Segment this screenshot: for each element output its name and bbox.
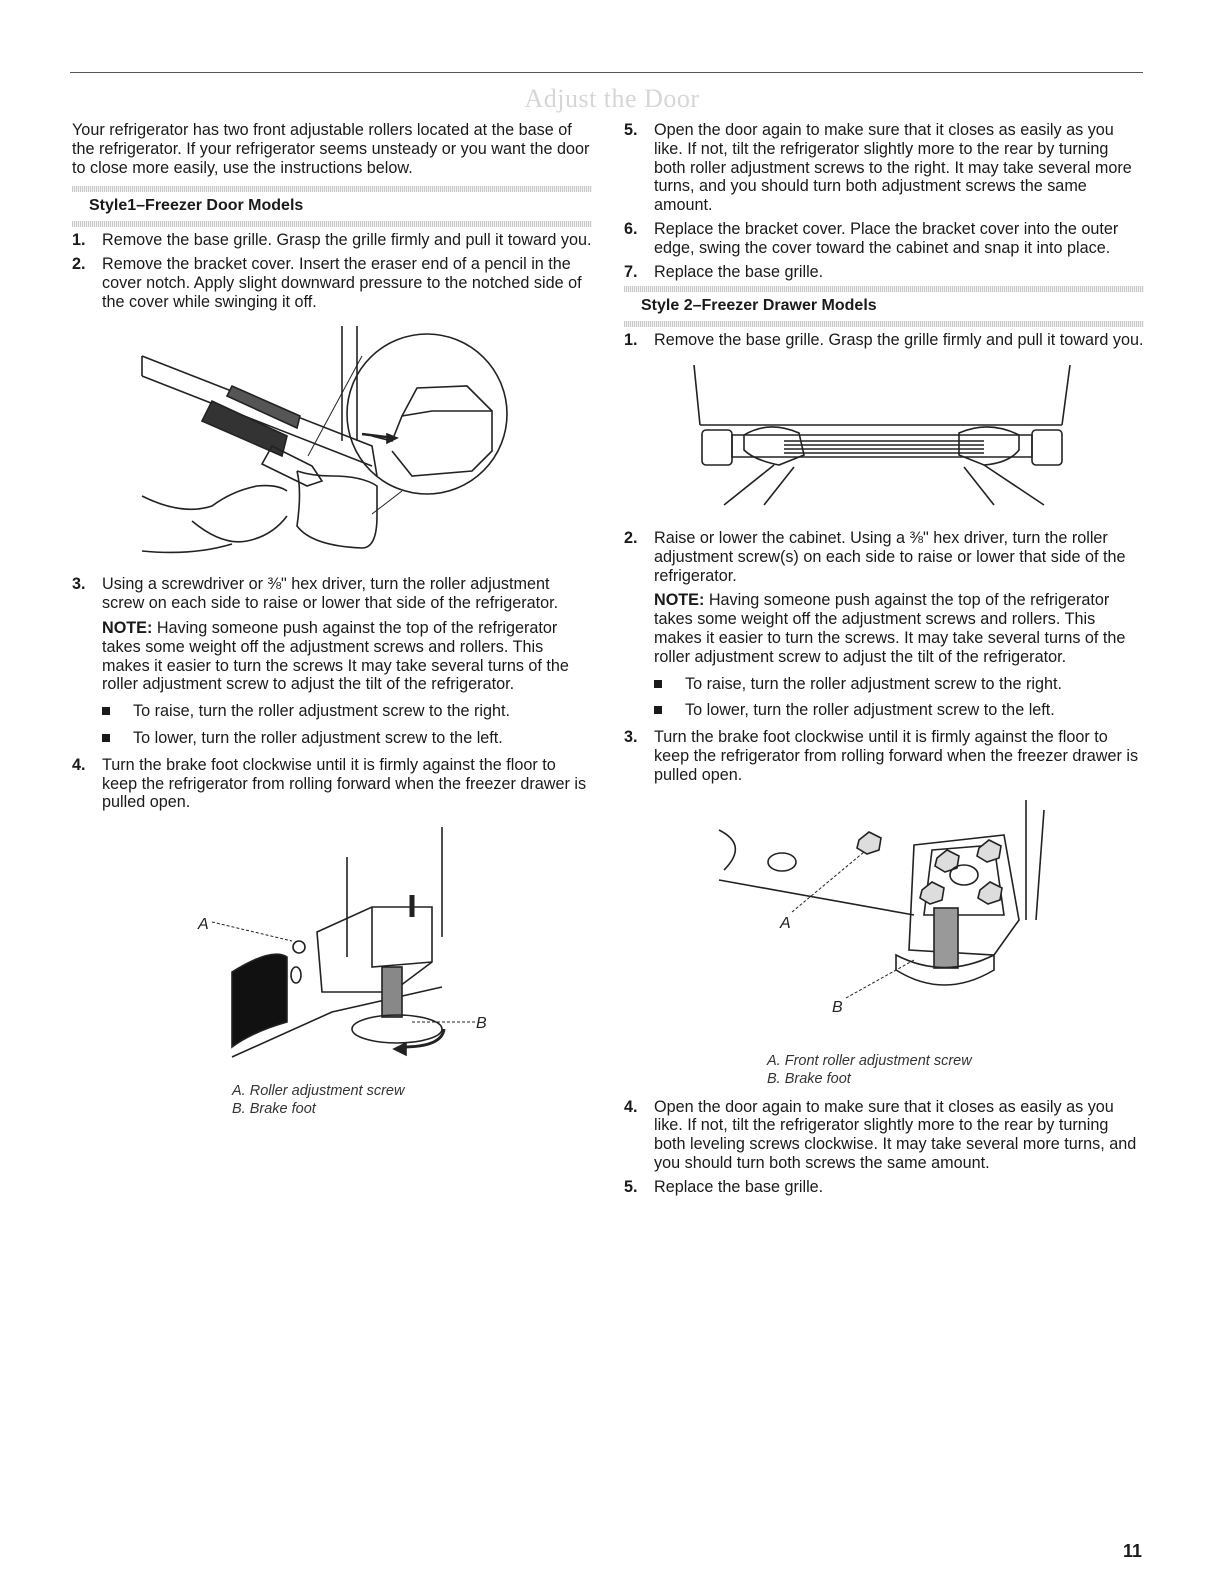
step-item xyxy=(624,331,1144,350)
intro-paragraph: Your refrigerator has two front adjustable rollers located at the base of the refrigerator. If your refrigerator seems unsteady or you want the door to close more easily, use the instructions below. xyxy=(72,121,590,177)
step-number: 5. xyxy=(624,1177,638,1196)
step-text: Turn the brake foot clockwise until it is firmly against the floor to keep the refrigerator from rolling forward when the freezer drawer is pulled open. xyxy=(102,755,587,812)
caption-line: A. Roller adjustment screw xyxy=(232,1083,405,1100)
top-rule xyxy=(70,72,1143,73)
step-text: Open the door again to make sure that it closes as easily as you like. If not, tilt the refrigerator slightly more to the rear by turning both roller adjustment screws to the right. It may take several more turns, and you should turn both adjustment screws the same amount. xyxy=(654,121,1132,215)
step-number: 4. xyxy=(624,1097,638,1116)
bracket-cover-illustration xyxy=(72,316,592,571)
caption-line: B. Brake foot xyxy=(767,1070,851,1087)
figure-caption xyxy=(624,1052,1144,1088)
square-bullet-icon xyxy=(102,707,110,715)
style2-heading: Style 2–Freezer Drawer Models xyxy=(641,297,877,315)
right-column xyxy=(624,121,1144,1202)
step-item xyxy=(624,220,1144,258)
step-text: Replace the base grille. xyxy=(654,262,824,281)
base-grille-illustration xyxy=(624,355,1144,525)
bullet-item xyxy=(624,701,1144,720)
bullet-item xyxy=(72,702,592,721)
section-band xyxy=(72,221,592,227)
caption-line: B. Brake foot xyxy=(232,1101,316,1118)
figure-label-b: B xyxy=(476,1015,487,1033)
figure-label-a: A xyxy=(780,914,791,932)
bullet-text: To raise, turn the roller adjustment screw to the right. xyxy=(133,702,510,721)
roller-screw-illustration xyxy=(72,817,592,1082)
step-number: 4. xyxy=(72,755,86,774)
bullet-text: To lower, turn the roller adjustment screw to the left. xyxy=(133,728,503,747)
note-text: Having someone push against the top of the refrigerator takes some weight off the adjustment screws and rollers. This makes it easier to turn the screws It may take several turns of the roller adjustment screw to adjust the tilt of the refrigerator. xyxy=(102,618,569,694)
step-text: Remove the base grille. Grasp the grille firmly and pull it toward you. xyxy=(654,331,1144,350)
step-text: Remove the base grille. Grasp the grille firmly and pull it toward you. xyxy=(102,231,592,250)
step-number: 5. xyxy=(624,121,638,139)
caption-line: A. Front roller adjustment screw xyxy=(767,1052,972,1069)
step-text: Open the door again to make sure that it closes as easily as you like. If not, tilt the refrigerator slightly more to the rear by turning both leveling screws clockwise. It may take several more turns, and you should turn both screws the same amount. xyxy=(654,1097,1137,1172)
step-number: 1. xyxy=(72,231,86,250)
note-text: Having someone push against the top of the refrigerator takes some weight off the adjustment screws and rollers. This makes it easier to turn the screws. It may take several turns of the roller adjustment screw to adjust the tilt of the refrigerator. xyxy=(654,591,1126,666)
bullet-text: To lower, turn the roller adjustment screw to the left. xyxy=(685,701,1055,720)
step-item xyxy=(624,728,1144,784)
note-paragraph xyxy=(72,619,592,694)
step-number: 2. xyxy=(624,528,638,547)
step-text: Replace the bracket cover. Place the bracket cover into the outer edge, swing the cover toward the cabinet and snap it into place. xyxy=(654,219,1119,257)
left-column xyxy=(72,121,592,1118)
step-text: Turn the brake foot clockwise until it is firmly against the floor to keep the refrigerator from rolling forward when the freezer drawer is pulled open. xyxy=(654,728,1139,784)
page-title: Adjust the Door xyxy=(524,84,700,113)
step-number: 6. xyxy=(624,219,638,238)
step-number: 3. xyxy=(624,728,638,747)
figure-label-a: A xyxy=(198,916,209,934)
bullet-text: To raise, turn the roller adjustment screw to the right. xyxy=(685,674,1062,693)
square-bullet-icon xyxy=(654,706,662,714)
step-number: 2. xyxy=(72,254,86,273)
step-item xyxy=(624,1098,1144,1173)
note-paragraph xyxy=(624,591,1144,666)
step-item xyxy=(624,121,1144,215)
step-item xyxy=(72,255,592,311)
step-item xyxy=(624,529,1144,585)
step-item xyxy=(624,263,1144,282)
step-number: 1. xyxy=(624,331,638,350)
step-item xyxy=(72,575,592,613)
note-label: NOTE: xyxy=(654,591,705,610)
bullet-item xyxy=(72,729,592,748)
section-band xyxy=(624,321,1144,327)
step-number: 7. xyxy=(624,262,638,281)
square-bullet-icon xyxy=(102,734,110,742)
step-text: Using a screwdriver or ⅜" hex driver, turn the roller adjustment screw on each side to raise or lower that side of the refrigerator. xyxy=(102,575,559,613)
step-text: Replace the base grille. xyxy=(654,1177,824,1196)
brake-foot-illustration xyxy=(624,790,1144,1052)
step-item xyxy=(624,1178,1144,1197)
bullet-item xyxy=(624,675,1144,694)
step-number: 3. xyxy=(72,575,86,594)
style1-heading: Style1–Freezer Door Models xyxy=(89,197,304,215)
step-item xyxy=(72,756,592,812)
page-number: 11 xyxy=(1122,1541,1142,1561)
step-item xyxy=(72,231,592,250)
square-bullet-icon xyxy=(654,680,662,688)
figure-caption xyxy=(72,1082,592,1118)
figure-label-b: B xyxy=(832,998,843,1016)
note-label: NOTE: xyxy=(102,618,153,637)
step-text: Remove the bracket cover. Insert the eraser end of a pencil in the cover notch. Apply slight downward pressure to the notched side of the cover while swinging it off. xyxy=(102,254,582,311)
step-text: Raise or lower the cabinet. Using a ⅜" hex driver, turn the roller adjustment screw(s) on each side to raise or lower that side of the refrigerator. xyxy=(654,528,1126,585)
